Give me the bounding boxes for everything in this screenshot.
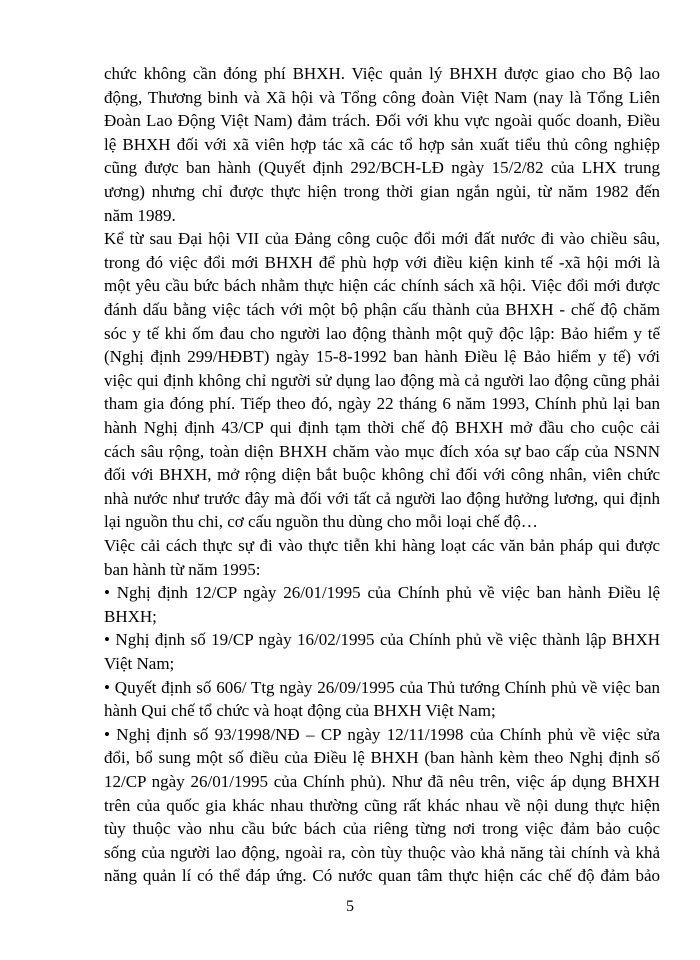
text-line: Việc cải cách thực sự đi vào thực tiễn khi hàng loạt các văn bản pháp qui được	[104, 536, 660, 555]
text-line: trên của quốc gia khác nhau thường cũng rất khác nhau về nội dung thực hiện	[104, 796, 660, 815]
bullet-item: • Nghị định số 93/1998/NĐ – CP ngày 12/11/1998 của Chính phủ về việc sửa	[104, 725, 660, 744]
text-line: năm 1989.	[104, 206, 176, 225]
text-line: Kể từ sau Đại hội VII của Đảng công cuộc đổi mới đất nước đi vào chiều sâu,	[104, 229, 660, 248]
text-line: (Nghị định 299/HĐBT) ngày 15-8-1992 ban hành Điều lệ Bảo hiểm y tế) với	[104, 347, 660, 366]
text-line: việc qui định không chỉ người sử dụng lao động mà cả người lao động cũng phải	[104, 371, 660, 390]
text-line: ương) nhưng chỉ được thực hiện trong thời gian ngắn ngủi, từ năm 1982 đến	[104, 182, 660, 201]
text-line: nhà nước như trước đây mà đối với tất cả người lao động hưởng lương, qui định	[104, 489, 660, 508]
text-line: lại nguồn thu chi, cơ cấu nguồn thu dùng cho mỗi loại chế độ…	[104, 512, 538, 531]
text-line: hành Qui chế tổ chức và hoạt động của BHXH Việt Nam;	[104, 701, 496, 720]
text-line: 12/CP ngày 26/01/1995 của Chính phủ). Như đã nêu trên, việc áp dụng BHXH	[104, 772, 660, 791]
text-line: cách sâu rộng, toàn diện BHXH chăm vào mục đích xóa sự bao cấp của NSNN	[104, 442, 660, 461]
bullet-item: • Nghị định số 19/CP ngày 16/02/1995 của Chính phủ về việc thành lập BHXH	[104, 630, 660, 649]
bullet-item: • Nghị định 12/CP ngày 26/01/1995 của Chính phủ về việc ban hành Điều lệ	[104, 583, 660, 602]
text-line: ban hành từ năm 1995:	[104, 560, 261, 579]
text-line: sống của người lao động, ngoài ra, còn tùy thuộc vào khả năng tài chính và khả	[104, 843, 660, 862]
text-line: một yêu cầu bức bách nhằm thực hiện các chính sách xã hội. Việc đổi mới được	[104, 276, 660, 295]
text-line: đối với BHXH, mở rộng diện bắt buộc không chỉ đối với công nhân, viên chức	[104, 465, 660, 484]
page-number: 5	[346, 898, 354, 915]
text-line: BHXH;	[104, 607, 157, 626]
text-line: động, Thương binh và Xã hội và Tổng công đoàn Việt Nam (nay là Tổng Liên	[104, 88, 660, 107]
text-line: Việt Nam;	[104, 654, 175, 673]
text-line: sóc y tế khi ốm đau cho người lao động thành một quỹ độc lập: Bảo hiểm y tế	[104, 324, 660, 343]
text-line: đổi, bổ sung một số điều của Điều lệ BHXH (ban hành kèm theo Nghị định số	[104, 748, 660, 767]
text-line: năng quản lí có thể đáp ứng. Có nước quan tâm thực hiện các chế độ đảm bảo	[104, 866, 660, 885]
text-line: tùy thuộc vào nhu cầu bức bách của riêng từng nơi trong việc đảm bảo cuộc	[104, 819, 660, 838]
text-line: Đoàn Lao Động Việt Nam) đảm trách. Đối với khu vực ngoài quốc doanh, Điều	[104, 111, 660, 130]
text-line: hành Nghị định 43/CP qui định tạm thời chế độ BHXH mở đầu cho cuộc cải	[104, 418, 660, 437]
text-line: chức không cần đóng phí BHXH. Việc quản lý BHXH được giao cho Bộ lao	[104, 64, 660, 83]
text-line: đánh dấu bằng việc tách với một bộ phận cấu thành của BHXH - chế độ chăm	[104, 300, 660, 319]
text-line: cũng được ban hành (Quyết định 292/BCH-LĐ ngày 15/2/82 của LHX trung	[104, 158, 660, 177]
text-line: trong đó việc đổi mới BHXH để phù hợp với điều kiện kinh tế -xã hội mới là	[104, 253, 660, 272]
bullet-item: • Quyết định số 606/ Ttg ngày 26/09/1995 của Thủ tướng Chính phủ về việc ban	[104, 678, 660, 697]
text-line: tham gia đóng phí. Tiếp theo đó, ngày 22 tháng 6 năm 1993, Chính phủ lại ban	[104, 394, 660, 413]
text-line: lệ BHXH đối với xã viên hợp tác xã các tổ hợp sản xuất tiểu thủ công nghiệp	[104, 135, 660, 154]
